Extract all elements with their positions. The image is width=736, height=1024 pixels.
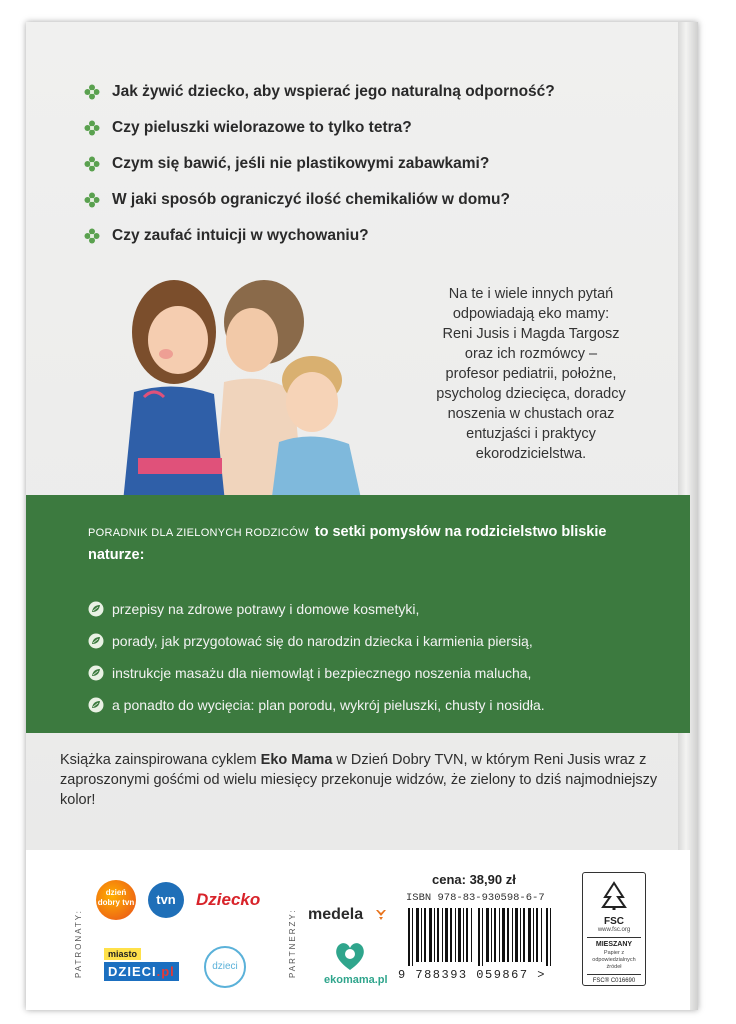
price-label: cena: 38,90 zł <box>432 872 516 887</box>
isbn-barcode <box>406 908 556 966</box>
isbn-label: ISBN 978-83-930598-6-7 <box>406 892 545 904</box>
feature-text: a ponadto do wycięcia: plan porodu, wykrój pieluszki, chusty i nosidła. <box>112 697 545 713</box>
feature-item <box>88 625 668 657</box>
question-item <box>84 74 684 110</box>
flower-bullet-icon <box>84 156 100 172</box>
ekomama-logo: ekomama.pl <box>324 974 388 986</box>
question-item <box>84 110 684 146</box>
question-list <box>84 74 684 254</box>
miasto-dzieci-word: DZIECI <box>108 964 157 979</box>
flower-bullet-icon <box>84 228 100 244</box>
miasto-logo-label: miasto <box>104 948 141 960</box>
feature-text: porady, jak przygotować się do narodzin dziecka i karmienia piersią, <box>112 633 533 649</box>
feature-text: instrukcje masażu dla niemowląt i bezpiecznego noszenia malucha, <box>112 665 532 681</box>
feature-item <box>88 689 668 721</box>
fsc-title: FSC <box>604 916 624 927</box>
leaf-bullet-icon <box>88 633 104 649</box>
feature-item <box>88 593 668 625</box>
intro-line: oraz ich rozmówcy – <box>464 346 598 362</box>
question-text: Czy zaufać intuicji w wychowaniu? <box>112 227 369 244</box>
feature-text: przepisy na zdrowe potrawy i domowe kosmetyki, <box>112 601 420 617</box>
intro-line: Na te i wiele innych pytań <box>448 286 614 302</box>
guide-caps-label: PORADNIK DLA ZIELONYCH RODZICÓW <box>88 527 309 539</box>
bottom-strip <box>26 850 690 1010</box>
leaf-bullet-icon <box>88 601 104 617</box>
ekomama-heart-icon <box>332 940 368 972</box>
intro-line: ekorodzicielstwa. <box>475 446 587 462</box>
fsc-url: www.fsc.org <box>597 927 631 933</box>
fsc-mixed: MIESZANY <box>587 937 641 948</box>
dziecko-logo: Dziecko <box>196 890 261 909</box>
flower-bullet-icon <box>84 84 100 100</box>
about-text-start: Książka zainspirowana cyklem <box>60 752 261 768</box>
question-text: W jaki sposób ograniczyć ilość chemikaliów w domu? <box>112 191 510 208</box>
question-item <box>84 218 684 254</box>
barcode-number: 9 788393 059867 > <box>398 968 546 982</box>
tvn-logo: tvn <box>148 882 184 918</box>
miasto-dzieci-logo <box>104 962 179 981</box>
dzieci-round-logo: dzieci <box>204 946 246 988</box>
green-heading <box>88 521 648 566</box>
book-back-cover <box>26 22 698 1010</box>
fsc-code: FSC® C016690 <box>587 974 641 984</box>
leaf-bullet-icon <box>88 665 104 681</box>
question-text: Czym się bawić, jeśli nie plastikowymi zabawkami? <box>112 155 490 172</box>
intro-line: profesor pediatrii, położne, <box>445 366 617 382</box>
question-text: Jak żywić dziecko, aby wspierać jego naturalną odporność? <box>112 83 555 100</box>
intro-line: psycholog dziecięca, doradcy <box>436 386 626 402</box>
question-item <box>84 146 684 182</box>
feature-list <box>88 593 668 721</box>
leaf-bullet-icon <box>88 697 104 713</box>
family-illustration <box>74 262 394 512</box>
medela-mark-icon <box>374 908 388 922</box>
intro-line: entuzjaści i praktycy <box>466 426 596 442</box>
patronaty-label: PATRONATY: <box>74 909 83 978</box>
intro-paragraph <box>386 284 676 464</box>
question-text: Czy pieluszki wielorazowe to tylko tetra? <box>112 119 412 136</box>
intro-line: Reni Jusis i Magda Targosz <box>442 326 620 342</box>
about-show-name: Eko Mama <box>260 752 333 768</box>
guide-heading-text: to setki pomysłów na rodzicielstwo bliskie naturze: <box>88 524 607 563</box>
flower-bullet-icon <box>84 192 100 208</box>
fsc-description: Papier z odpowiedzialnych źródeł <box>592 950 636 970</box>
question-item <box>84 182 684 218</box>
green-info-band <box>26 495 690 733</box>
miasto-dzieci-domain: .pl <box>156 964 175 979</box>
partnerzy-label: PARTNERZY: <box>288 908 297 978</box>
fsc-label-box <box>582 872 646 986</box>
intro-line: noszenia w chustach oraz <box>447 406 615 422</box>
dzien-dobry-tvn-logo: dzień dobry tvn <box>96 880 136 920</box>
about-paragraph <box>60 750 660 810</box>
intro-line: odpowiadają eko mamy: <box>452 306 610 322</box>
about-text-end: w Dzień Dobry TVN, w którym Reni Jusis wraz z zaproszonymi gośćmi od wielu miesięcy przekonuje widzów, że zielony to dziś najmodniejszy kolor! <box>60 752 658 808</box>
fsc-tree-icon <box>597 881 631 911</box>
flower-bullet-icon <box>84 120 100 136</box>
medela-logo: medela <box>308 906 364 923</box>
feature-item <box>88 657 668 689</box>
